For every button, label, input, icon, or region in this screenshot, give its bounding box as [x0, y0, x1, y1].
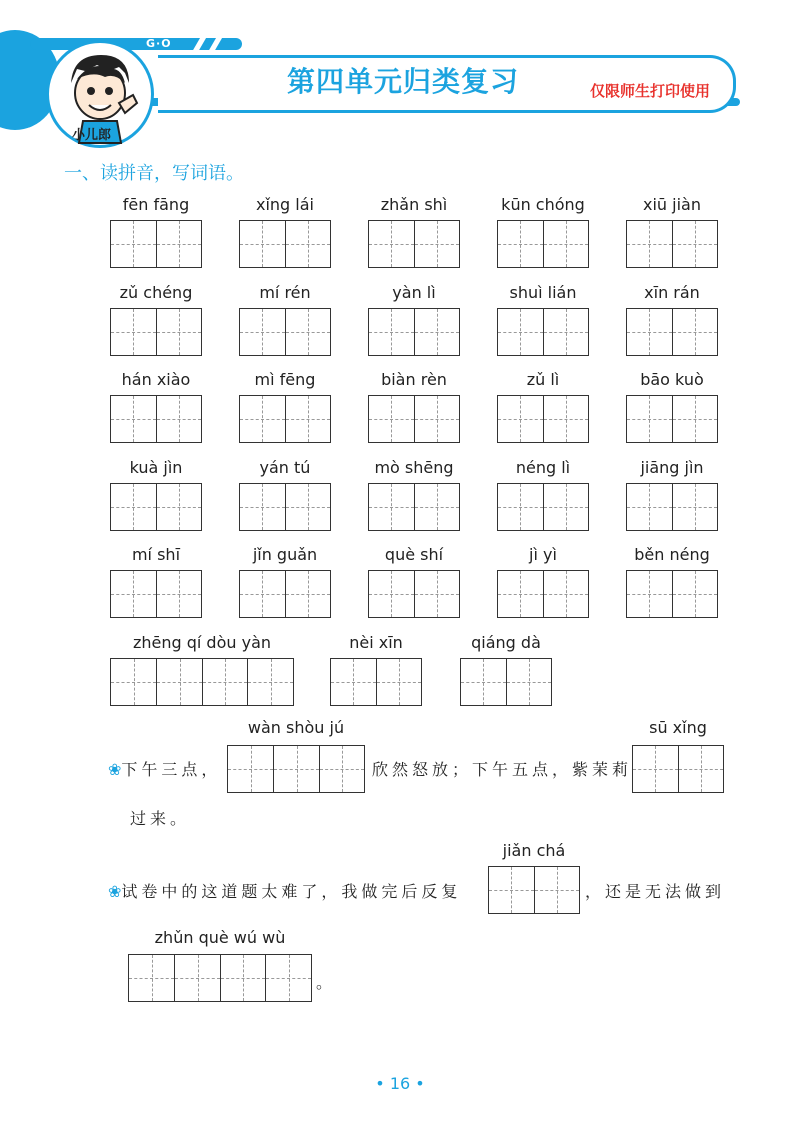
grid-cell[interactable] [111, 571, 156, 617]
pinyin-label: fēn fāng [122, 195, 190, 214]
pinyin-label: yán tú [259, 458, 311, 477]
sentence-text: 。 [316, 973, 337, 992]
grid-cell[interactable] [369, 571, 414, 617]
answer-grid[interactable] [239, 220, 331, 268]
grid-cell[interactable] [543, 396, 588, 442]
header-go-label: G·O [146, 37, 172, 50]
sentence-text: ❀试卷中的这道题太难了，我做完后反复 [108, 882, 462, 901]
pinyin-label: hán xiào [121, 370, 191, 389]
grid-cell[interactable] [543, 484, 588, 530]
grid-cell[interactable] [111, 309, 156, 355]
grid-cell[interactable] [672, 221, 717, 267]
answer-grid[interactable] [227, 745, 365, 793]
flower-bullet-icon: ❀ [108, 760, 122, 779]
pinyin-label: zhēng qí dòu yàn [132, 633, 272, 652]
pinyin-label: sū xǐng [649, 718, 707, 737]
answer-grid[interactable] [497, 308, 589, 356]
answer-grid[interactable] [239, 308, 331, 356]
answer-grid[interactable] [368, 483, 460, 531]
grid-cell[interactable] [156, 659, 202, 705]
pinyin-label: shuì lián [509, 283, 577, 302]
pinyin-label: qiáng dà [471, 633, 541, 652]
answer-grid[interactable] [626, 395, 718, 443]
grid-cell[interactable] [331, 659, 376, 705]
answer-grid[interactable] [626, 570, 718, 618]
grid-cell[interactable] [627, 396, 672, 442]
pinyin-label: kuà jìn [129, 458, 183, 477]
answer-grid[interactable] [488, 866, 580, 914]
pinyin-label: mì fēng [254, 370, 316, 389]
grid-cell[interactable] [414, 571, 459, 617]
sentence-text: 欣然怒放；下午五点，紫茉莉 [372, 760, 633, 779]
pinyin-label: zhǔn què wú wù [154, 928, 286, 947]
grid-cell[interactable] [240, 309, 285, 355]
grid-cell[interactable] [111, 396, 156, 442]
grid-cell[interactable] [202, 659, 248, 705]
pinyin-label: nèi xīn [349, 633, 403, 652]
grid-cell[interactable] [498, 396, 543, 442]
grid-cell[interactable] [285, 221, 330, 267]
page-title: 第四单元归类复习 [286, 65, 519, 98]
grid-cell[interactable] [369, 484, 414, 530]
grid-cell[interactable] [672, 571, 717, 617]
answer-grid[interactable] [368, 570, 460, 618]
answer-grid[interactable] [368, 220, 460, 268]
grid-cell[interactable] [543, 221, 588, 267]
section-title: 一、读拼音，写词语。 [64, 163, 244, 184]
pinyin-label: jì yì [529, 545, 557, 564]
grid-cell[interactable] [414, 484, 459, 530]
pinyin-label: kūn chóng [501, 195, 585, 214]
answer-grid[interactable] [497, 395, 589, 443]
pinyin-label: wàn shòu jú [247, 718, 345, 737]
answer-grid[interactable] [632, 745, 724, 793]
answer-grid[interactable] [110, 483, 202, 531]
grid-cell[interactable] [111, 221, 156, 267]
sentence-text: 过来。 [130, 809, 191, 828]
pinyin-label: néng lì [515, 458, 571, 477]
grid-cell[interactable] [156, 396, 201, 442]
grid-cell[interactable] [285, 396, 330, 442]
grid-cell[interactable] [506, 659, 551, 705]
pinyin-label: mí rén [259, 283, 311, 302]
flower-bullet-icon: ❀ [108, 882, 122, 901]
pinyin-label: jiǎn chá [502, 841, 566, 860]
grid-cell[interactable] [672, 484, 717, 530]
mascot-label: 小儿郎 [72, 128, 112, 143]
answer-grid[interactable] [239, 570, 331, 618]
answer-grid[interactable] [626, 308, 718, 356]
pinyin-label: mí shī [131, 545, 181, 564]
grid-cell[interactable] [111, 659, 156, 705]
pinyin-label: jiāng jìn [640, 458, 704, 477]
answer-grid[interactable] [626, 483, 718, 531]
grid-cell[interactable] [369, 396, 414, 442]
pinyin-label: biàn rèn [381, 370, 447, 389]
grid-cell[interactable] [156, 221, 201, 267]
grid-cell[interactable] [414, 221, 459, 267]
grid-cell[interactable] [369, 309, 414, 355]
grid-cell[interactable] [627, 484, 672, 530]
pinyin-label: zǔ chéng [119, 283, 193, 302]
grid-cell[interactable] [240, 571, 285, 617]
pinyin-label: běn néng [634, 545, 710, 564]
pinyin-label: zǔ lì [526, 370, 560, 389]
pinyin-label: què shí [384, 545, 444, 564]
grid-cell[interactable] [414, 396, 459, 442]
grid-cell[interactable] [285, 571, 330, 617]
page-number: • 16 • [375, 1074, 425, 1093]
pinyin-label: xīn rán [644, 283, 700, 302]
answer-grid[interactable] [239, 483, 331, 531]
pinyin-label: zhǎn shì [380, 195, 448, 214]
sentence-text: ❀下午三点， [108, 760, 222, 779]
grid-cell[interactable] [240, 221, 285, 267]
answer-grid[interactable] [128, 954, 312, 1002]
answer-grid[interactable] [110, 658, 294, 706]
answer-grid[interactable] [239, 395, 331, 443]
answer-grid[interactable] [110, 308, 202, 356]
answer-grid[interactable] [460, 658, 552, 706]
grid-cell[interactable] [376, 659, 421, 705]
pinyin-label: xiū jiàn [643, 195, 701, 214]
answer-grid[interactable] [330, 658, 422, 706]
grid-cell[interactable] [369, 221, 414, 267]
grid-cell[interactable] [240, 396, 285, 442]
grid-cell[interactable] [240, 484, 285, 530]
answer-grid[interactable] [368, 395, 460, 443]
grid-cell[interactable] [672, 309, 717, 355]
grid-cell[interactable] [627, 309, 672, 355]
answer-grid[interactable] [497, 483, 589, 531]
pinyin-label: xǐng lái [256, 195, 314, 214]
grid-cell[interactable] [156, 484, 201, 530]
answer-grid[interactable] [110, 395, 202, 443]
grid-cell[interactable] [156, 309, 201, 355]
pinyin-label: yàn lì [392, 283, 436, 302]
sentence-text: ，还是无法做到 [585, 882, 726, 901]
grid-cell[interactable] [498, 571, 543, 617]
grid-cell[interactable] [414, 309, 459, 355]
answer-grid[interactable] [110, 220, 202, 268]
grid-cell[interactable] [247, 659, 293, 705]
grid-cell[interactable] [498, 484, 543, 530]
grid-cell[interactable] [111, 484, 156, 530]
grid-cell[interactable] [627, 221, 672, 267]
answer-grid[interactable] [110, 570, 202, 618]
answer-grid[interactable] [497, 220, 589, 268]
grid-cell[interactable] [543, 309, 588, 355]
grid-cell[interactable] [285, 309, 330, 355]
grid-cell[interactable] [461, 659, 506, 705]
answer-grid[interactable] [497, 570, 589, 618]
print-note: 仅限师生打印使用 [590, 82, 711, 100]
pinyin-label: bāo kuò [640, 370, 704, 389]
grid-cell[interactable] [672, 396, 717, 442]
grid-cell[interactable] [543, 571, 588, 617]
pinyin-label: mò shēng [374, 458, 454, 477]
grid-cell[interactable] [627, 571, 672, 617]
grid-cell[interactable] [498, 221, 543, 267]
grid-cell[interactable] [285, 484, 330, 530]
answer-grid[interactable] [368, 308, 460, 356]
pinyin-label: jǐn guǎn [252, 545, 318, 564]
grid-cell[interactable] [156, 571, 201, 617]
answer-grid[interactable] [626, 220, 718, 268]
grid-cell[interactable] [498, 309, 543, 355]
